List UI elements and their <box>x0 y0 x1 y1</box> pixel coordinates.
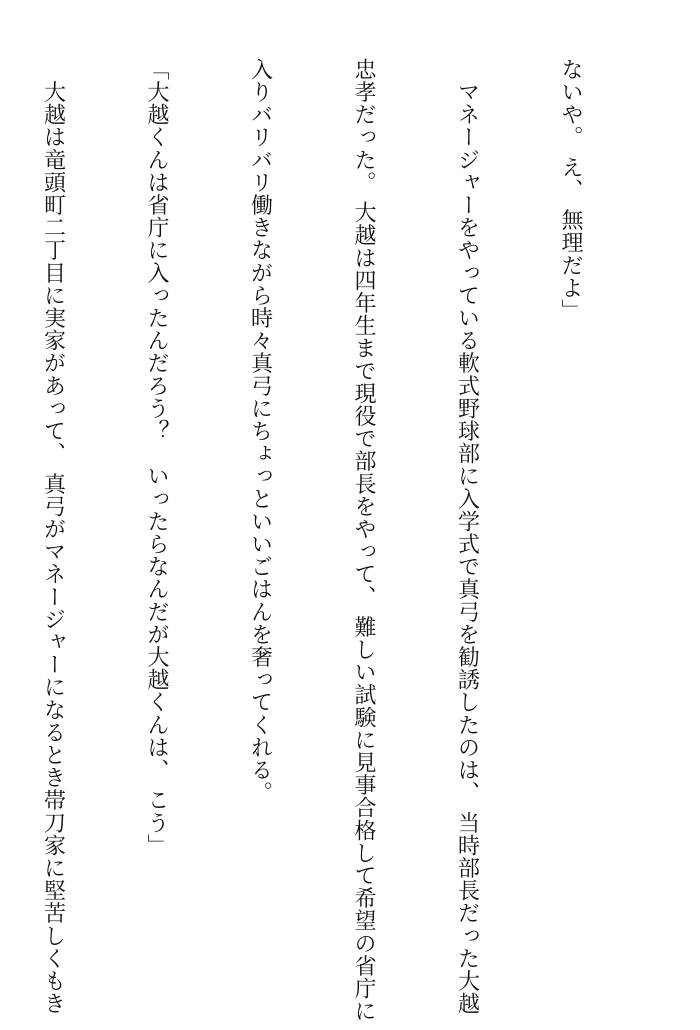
text-column: 入りバリバリ働きながら時々真弓にちょっといいごはんを奢ってくれる。 <box>247 58 273 804</box>
text-column: 大越は竜頭町二丁目に実家があって、 真弓がマネージャーになるとき帯刀家に堅苦しくもき <box>40 58 66 1015</box>
text-column: 忠孝だった。 大越は四年生まで現役で部長をやって、 難しい試験に見事合格して希望の省庁に <box>351 58 376 1023</box>
text-column: ないや。 え、 無理だよ」 <box>558 58 583 322</box>
text-column: 「大越くんは省庁に入ったんだろう？ いったらなんだが大越くんは、 こう」 <box>144 58 169 857</box>
text-column: マネージャーをやっている軟式野球部に入学式で真弓を勧誘したのは、 当時部長だった大越 <box>454 58 480 1015</box>
vertical-text-body <box>0 58 656 1023</box>
